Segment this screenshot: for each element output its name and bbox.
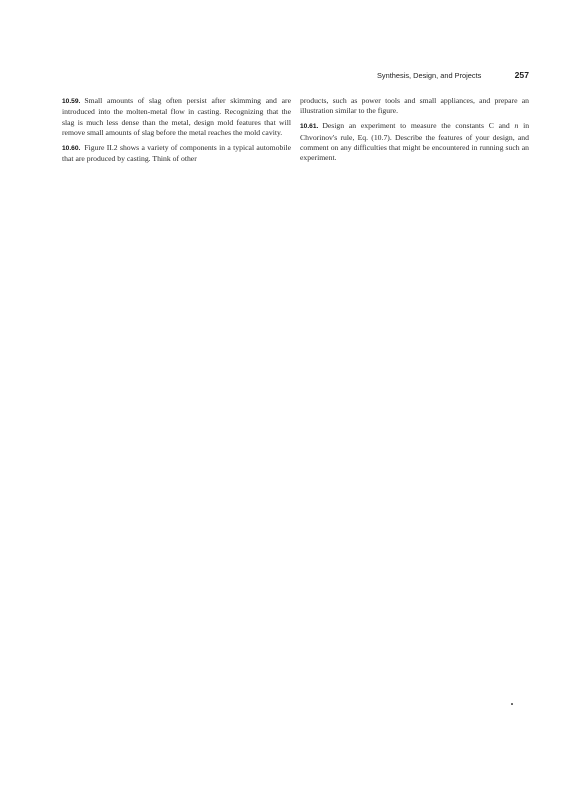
left-column xyxy=(62,96,291,169)
running-title: Synthesis, Design, and Projects xyxy=(377,71,482,80)
page-number: 257 xyxy=(514,70,529,80)
problem-text: and xyxy=(498,121,510,131)
variable-c: C xyxy=(488,121,494,131)
problem-10-61 xyxy=(300,121,529,164)
right-column xyxy=(300,96,529,168)
running-header xyxy=(377,70,529,82)
problem-text: Figure II.2 shows a variety of components in a typical automobile that are produced by casting. Think of other xyxy=(62,143,291,164)
problem-text: products, such as power tools and small appliances, and prepare an illustration similar to the figure. xyxy=(300,96,529,116)
stray-dot xyxy=(511,703,513,705)
problem-text: Small amounts of slag often persist after skimming and are introduced into the molten-metal flow in casting. Recognizing that the slag is much less dense than the metal, design mold features that will remove small amounts of slag before the metal reaches the mold cavity. xyxy=(62,96,291,138)
problem-number: 10.59. xyxy=(62,98,81,105)
problem-10-60-continuation xyxy=(300,96,529,117)
problem-10-60 xyxy=(62,143,291,165)
problem-10-59 xyxy=(62,96,291,139)
variable-n: n xyxy=(514,121,519,131)
problem-number: 10.60. xyxy=(62,145,81,153)
problem-number: 10.61. xyxy=(300,123,319,131)
problem-text: in Chvorinov's rule, Eq. (10.7). Describe the features of your design, and comment on any difficulties that might be encountered in running such an experiment. xyxy=(300,121,530,163)
problem-text: Design an experiment to measure the constants xyxy=(322,121,484,131)
